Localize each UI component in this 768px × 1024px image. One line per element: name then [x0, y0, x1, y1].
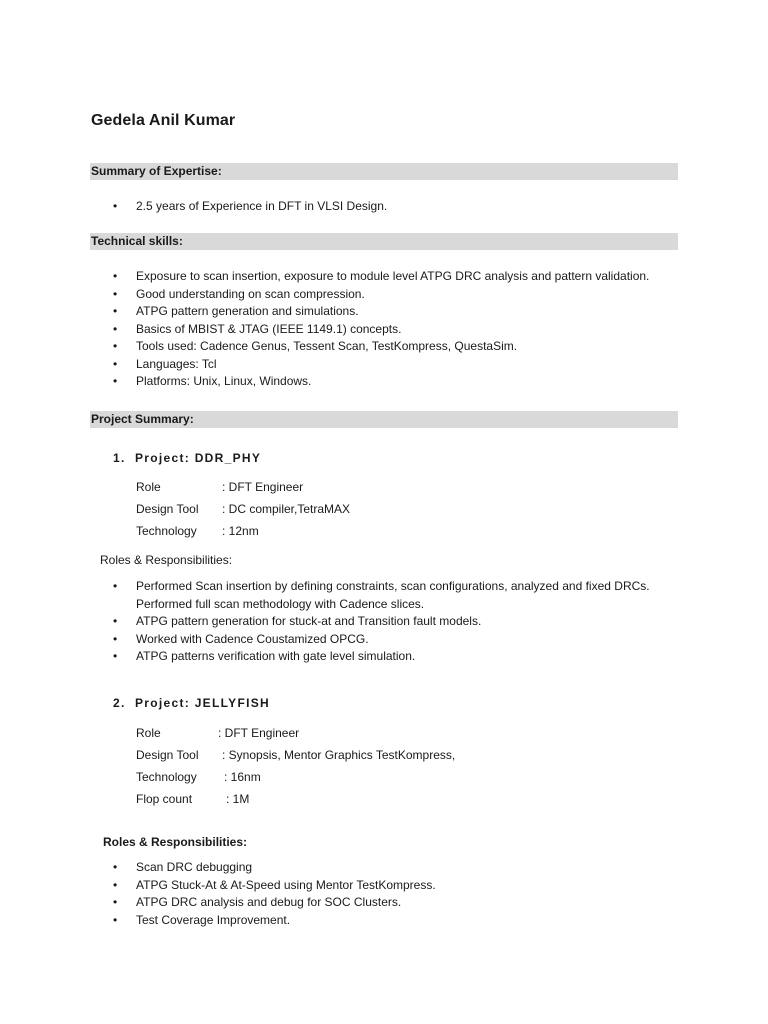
candidate-name: Gedela Anil Kumar: [91, 112, 236, 129]
list-item: • Basics of MBIST & JTAG (IEEE 1149.1) concepts.: [113, 321, 402, 336]
list-item: • Languages: Tcl: [113, 356, 217, 371]
project-title: 1. Project: DDR_PHY: [113, 451, 262, 465]
list-item: • ATPG Stuck-At & At-Speed using Mentor TestKompress.: [113, 877, 436, 892]
project-design-tool: Design Tool : Synopsis, Mentor Graphics TestKompress,: [136, 748, 456, 762]
project-number: 2.: [113, 696, 126, 710]
list-item: • Performed Scan insertion by defining constraints, scan configurations, analyzed and fixed DRCs. Performed full scan methodology with Cadence slices.: [113, 579, 650, 611]
project-design-tool: Design Tool : DC compiler,TetraMAX: [136, 502, 351, 516]
list-item: • Tools used: Cadence Genus, Tessent Scan, TestKompress, QuestaSim.: [113, 339, 518, 353]
roles-heading: Roles & Responsibilities:: [100, 553, 233, 567]
project-technology: Technology : 12nm: [136, 524, 259, 538]
list-item: • 2.5 years of Experience in DFT in VLSI Design.: [113, 199, 388, 213]
projects-heading: Project Summary:: [90, 411, 678, 428]
project-title: 2. Project: JELLYFISH: [113, 696, 270, 710]
list-item: • ATPG patterns verification with gate level simulation.: [113, 649, 416, 663]
list-item: • Worked with Cadence Coustamized OPCG.: [113, 631, 369, 646]
summary-heading: Summary of Expertise:: [90, 163, 678, 180]
list-item: • ATPG DRC analysis and debug for SOC Clusters.: [113, 895, 402, 909]
list-item: • Good understanding on scan compression.: [113, 286, 365, 301]
list-item: • ATPG pattern generation for stuck-at and Transition fault models.: [113, 614, 482, 628]
skills-list: [0, 268, 649, 391]
list-item: • Platforms: Unix, Linux, Windows.: [113, 374, 312, 388]
roles-heading: Roles & Responsibilities:: [103, 835, 248, 849]
project-flop-count: Flop count : 1M: [136, 792, 250, 806]
list-item: • Test Coverage Improvement.: [113, 912, 291, 927]
project-technology: Technology : 16nm: [136, 770, 261, 784]
list-item: • Scan DRC debugging: [113, 860, 253, 874]
responsibilities-list: [0, 578, 650, 666]
responsibilities-list: [0, 859, 436, 929]
project-role: Role : DFT Engineer: [136, 726, 300, 740]
list-item: • Exposure to scan insertion, exposure to module level ATPG DRC analysis and pattern validation.: [113, 269, 650, 283]
project-role: Role : DFT Engineer: [136, 480, 304, 494]
summary-list: [0, 198, 387, 216]
skills-heading: Technical skills:: [90, 233, 678, 250]
list-item: • ATPG pattern generation and simulations.: [113, 304, 359, 318]
project-number: 1.: [113, 451, 126, 465]
